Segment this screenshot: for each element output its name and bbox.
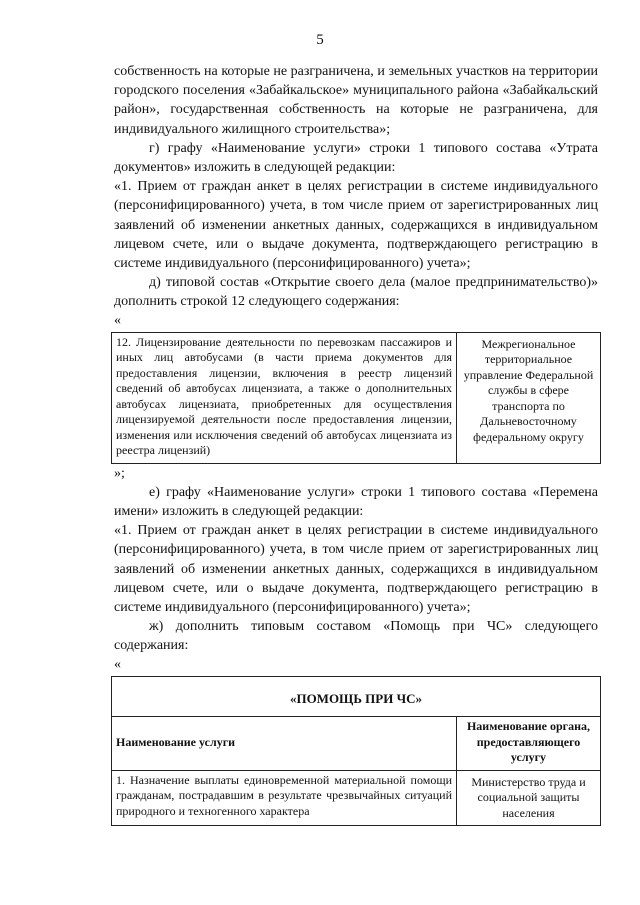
- page-number: 5: [316, 32, 324, 48]
- licensing-table: [111, 332, 601, 464]
- table-title-row: [112, 676, 601, 717]
- service-cell: 12. Лицензирование деятельности по перевозкам пассажиров и иных лиц автобусами (в части приема документов для предоставления лицензии, включения в реестр лицензий сведений об автобусах лицензиата, а также о дополнительных автобусах лицензиата, приобретенных для осуществления лицензируемой деятельности после предоставления лицензии, изменения или исключения сведений об автобусах лицензиата из реестра лицензий): [112, 332, 457, 463]
- service-cell: 1. Назначение выплаты единовременной материальной помощи гражданам, пострадавшим в результате чрезвычайных ситуаций природного и техногенного характера: [112, 770, 457, 826]
- closing-quote: »;: [114, 465, 125, 481]
- column-header-authority: Наименование органа, предоставляющего услугу: [457, 717, 601, 771]
- paragraph-lost-documents-text: «1. Прием от граждан анкет в целях регистрации в системе индивидуального (персонифицированного) учета, в том числе прием от зарегистрированных лиц заявлений об изменении анкетных данных, содержащихся в индивидуальном лицевом счете, или о выдаче документа, подтверждающего регистрацию в системе индивидуального (персонифицированного) учета»;: [114, 179, 598, 272]
- paragraph-item-g: г) графу «Наименование услуги» строки 1 типового состава «Утрата документов» изложить в следующей редакции:: [114, 140, 598, 176]
- column-header-service: Наименование услуги: [112, 717, 457, 771]
- document-body: [114, 62, 598, 826]
- paragraph-item-d: д) типовой состав «Открытие своего дела (малое предпринимательство)» дополнить строкой 12 следующего содержания:: [114, 275, 598, 310]
- authority-cell: Межрегиональное территориальное управление Федеральной службы в сфере транспорта по Дальневосточному федеральному округу: [457, 332, 601, 463]
- paragraph-item-e: е) графу «Наименование услуги» строки 1 типового состава «Перемена имени» изложить в следующей редакции:: [114, 484, 598, 520]
- opening-quote: «: [114, 312, 121, 328]
- table-title: «ПОМОЩЬ ПРИ ЧС»: [112, 676, 601, 717]
- table-header-row: [112, 717, 601, 771]
- table-row: [112, 332, 601, 463]
- table-row: [112, 770, 601, 826]
- paragraph-name-change-text: «1. Прием от граждан анкет в целях регистрации в системе индивидуального (персонифицированного) учета, в том числе прием от зарегистрированных лиц заявлений об изменении анкетных данных, содержащихся в индивидуальном лицевом счете, или о выдаче документа, подтверждающего регистрацию в системе индивидуального (персонифицированного) учета»;: [114, 523, 598, 616]
- emergency-help-table: [111, 676, 601, 827]
- paragraph-item-zh: ж) дополнить типовым составом «Помощь при ЧС» следующего содержания:: [114, 619, 598, 654]
- paragraph-land-ownership: собственность на которые не разграничена, и земельных участков на территории городского поселения «Забайкальское» муниципального района «Забайкальский район», государственная собственность на которые не разграничена, для индивидуального жилищного строительства»;: [114, 64, 598, 137]
- opening-quote-2: «: [114, 656, 121, 672]
- authority-cell: Министерство труда и социальной защиты населения: [457, 770, 601, 826]
